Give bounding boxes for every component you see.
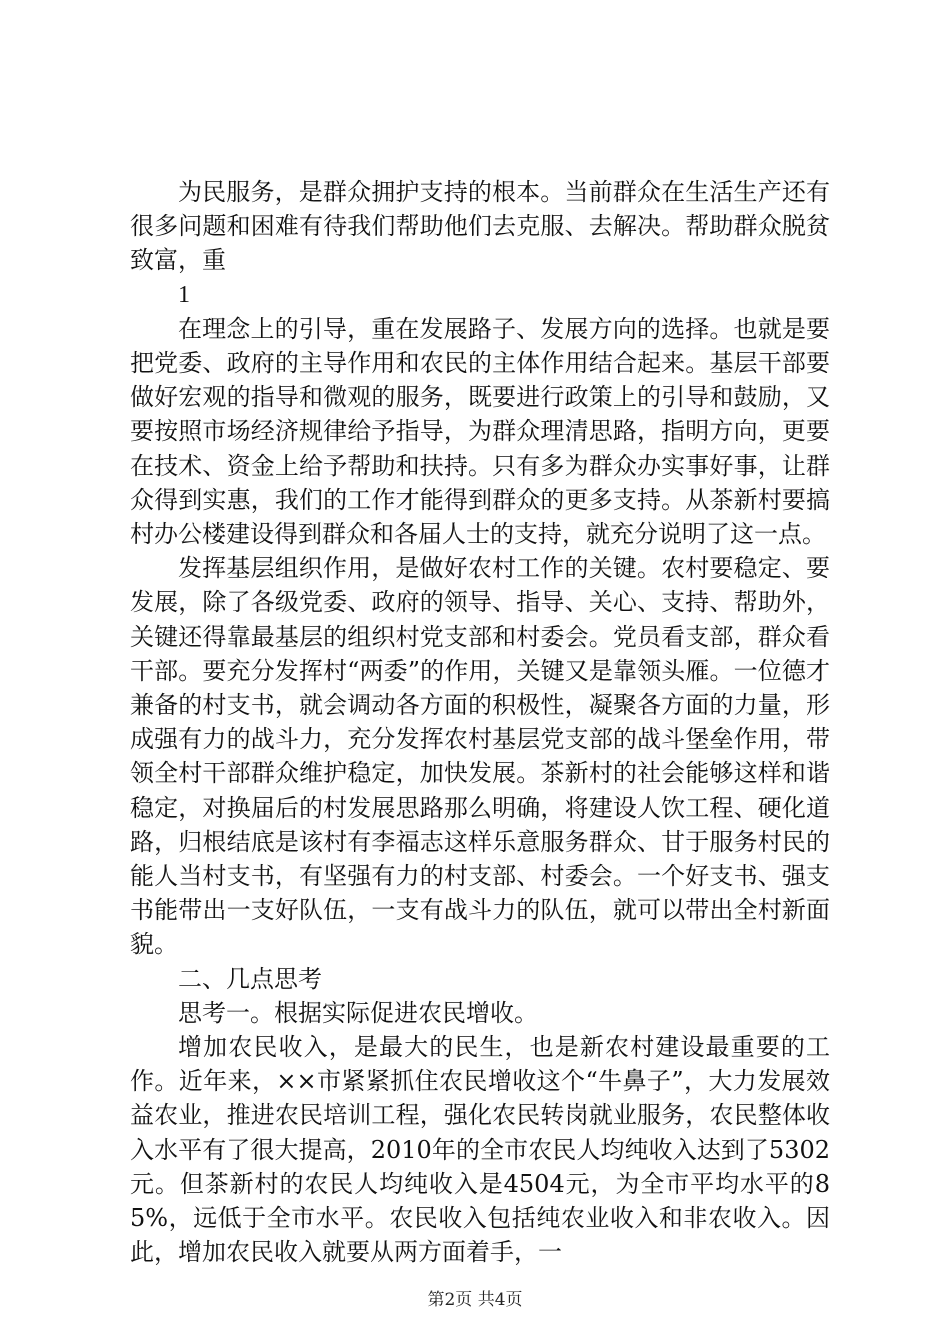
page-footer: 第2页 共4页 [427,1290,523,1310]
inline-page-number: 1 [178,281,190,308]
section-heading: 二、几点思考 [178,964,322,993]
paragraph-guidance: 在理念上的引导，重在发展路子、发展方向的选择。也就是要把党委、政府的主导作用和农民的主体作用结合起来。基层干部要做好宏观的指导和微观的服务，既要进行政策上的引导和鼓励，又要按照市场经济规律给予指导，为群众理清思路，指明方向，更要在技术、资金上给予帮助和扶持。只有多为群众办实事好事，让群众得到实惠，我们的工作才能得到群众的更多支持。从茶新村要搞村办公楼建设得到群众和各届人士的支持，就充分说明了这一点。 [130,314,830,549]
paragraph-service: 为民服务，是群众拥护支持的根本。当前群众在生活生产还有很多问题和困难有待我们帮助他们去克服、去解决。帮助群众脱贫致富，重 [130,178,830,275]
paragraph-grassroots: 发挥基层组织作用，是做好农村工作的关键。农村要稳定、要发展，除了各级党委、政府的领导、指导、关心、支持、帮助外，关键还得靠最基层的组织村党支部和村委会。党员看支部，群众看干部。要充分发挥村“两委”的作用，关键又是靠领头雁。一位德才兼备的村支书，就会调动各方面的积极性，凝聚各方面的力量，形成强有力的战斗力，充分发挥农村基层党支部的战斗堡垒作用，带领全村干部群众维护稳定，加快发展。茶新村的社会能够这样和谐稳定，对换届后的村发展思路那么明确，将建设人饮工程、硬化道路，归根结底是该村有李福志这样乐意服务群众、甘于服务村民的能人当村支书，有坚强有力的村支部、村委会。一个好支书、强支书能带出一支好队伍，一支有战斗力的队伍，就可以带出全村新面貌。 [130,554,830,959]
document-body [130,175,830,1270]
paragraph-income: 增加农民收入，是最大的民生，也是新农村建设最重要的工作。近年来，××市紧紧抓住农民增收这个“牛鼻子”，大力发展效益农业，推进农民培训工程，强化农民转岗就业服务，农民整体收入水平有了很大提高，2010年的全市农民人均纯收入达到了5302元。但茶新村的农民人均纯收入是4504元，为全市平均水平的85%，远低于全市水平。农民收入包括纯农业收入和非农收入。因此，增加农民收入就要从两方面着手，一 [130,1033,830,1267]
subsection-heading: 思考一。根据实际促进农民增收。 [178,998,538,1027]
